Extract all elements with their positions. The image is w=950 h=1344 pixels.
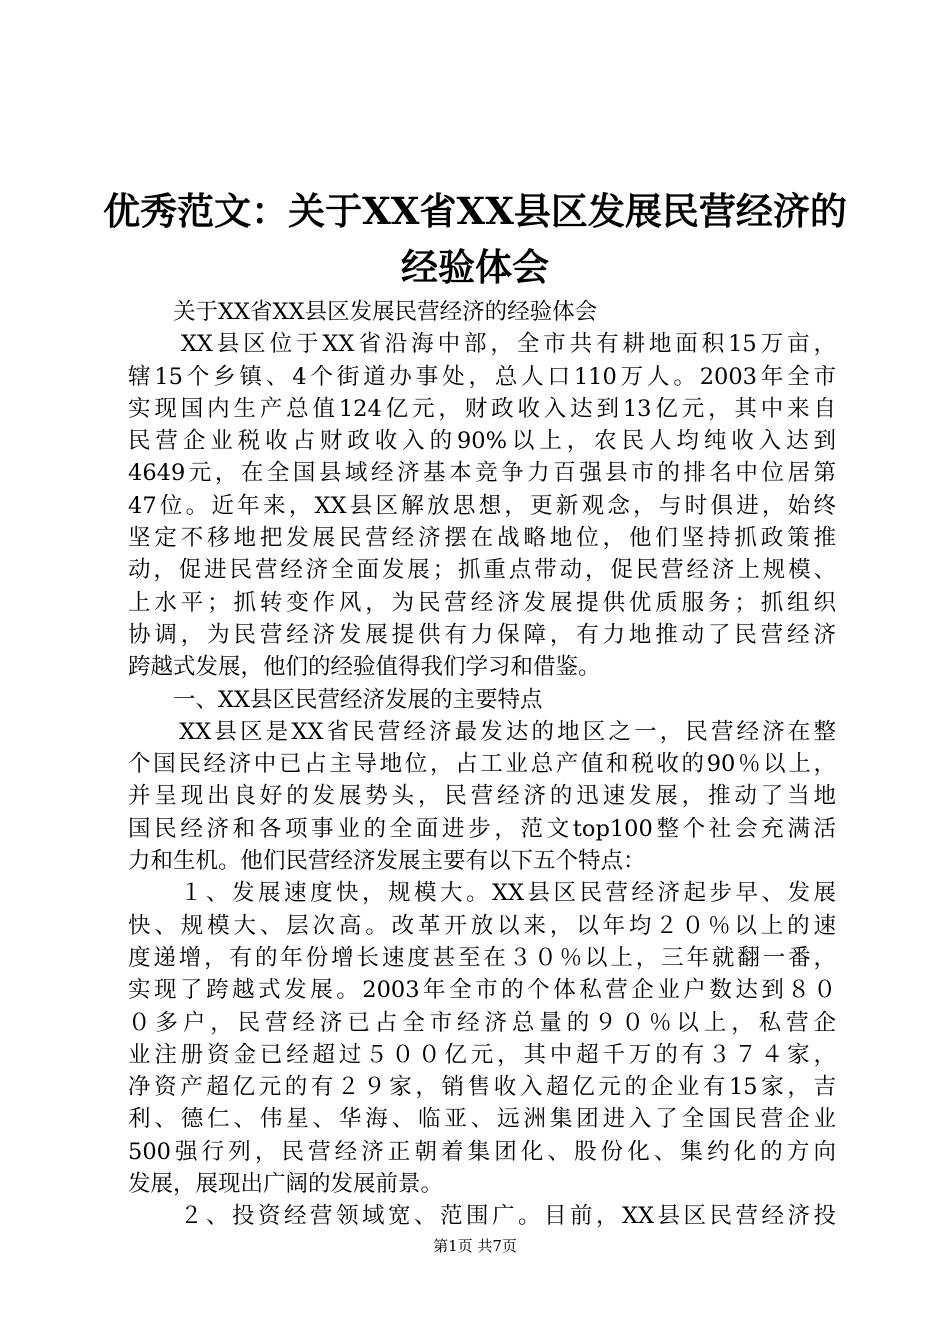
- body-line: 500强行列，民营经济正朝着集团化、股份化、集约化的方向: [128, 1138, 836, 1165]
- body-line: XX县区位于XX省沿海中部，全市共有耕地面积15万亩，: [128, 331, 836, 358]
- body-line: ０多户，民营经济已占全市经济总量的９０％以上，私营企: [128, 1009, 836, 1036]
- body-line: 个国民经济中已占主导地位，占工业总产值和税收的90％以上，: [128, 751, 836, 778]
- body-line: 快、规模大、层次高。改革开放以来，以年均２０％以上的速: [128, 912, 836, 939]
- document-title-line-1: 优秀范文：关于XX省XX县区发展民营经济的: [103, 189, 847, 233]
- body-line: XX县区是XX省民营经济最发达的地区之一，民营经济在整: [128, 718, 836, 745]
- body-line: 国民经济和各项事业的全面进步，范文top100整个社会充满活: [128, 815, 836, 842]
- body-line: 坚定不移地把发展民营经济摆在战略地位，他们坚持抓政策推: [128, 525, 836, 552]
- body-line: 协调，为民营经济发展提供有力保障，有力地推动了民营经济: [128, 621, 836, 648]
- body-line: 关于XX省XX县区发展民营经济的经验体会: [128, 299, 598, 325]
- body-line: 跨越式发展，他们的经验值得我们学习和借鉴。: [128, 654, 601, 681]
- body-line: 实现了跨越式发展。2003年全市的个体私营企业户数达到８０: [128, 977, 836, 1004]
- body-line: １、发展速度快，规模大。XX县区民营经济起步早、发展: [128, 880, 836, 907]
- body-line: 力和生机。他们民营经济发展主要有以下五个特点：: [128, 848, 646, 875]
- page-footer: 第1页 共7页: [433, 1237, 517, 1255]
- body-line: 净资产超亿元的有２９家，销售收入超亿元的企业有15家，吉: [128, 1074, 836, 1101]
- body-line: 辖15个乡镇、4个街道办事处，总人口110万人。2003年全市: [128, 363, 836, 390]
- body-line: 上水平；抓转变作风，为民营经济发展提供优质服务；抓组织: [128, 589, 836, 616]
- body-line: 并呈现出良好的发展势头，民营经济的迅速发展，推动了当地: [128, 783, 836, 810]
- body-line: 一、XX县区民营经济发展的主要特点: [128, 686, 543, 713]
- document-body: [128, 296, 836, 1233]
- body-line: 发展，展现出广阔的发展前景。: [128, 1171, 444, 1198]
- body-line: 实现国内生产总值124亿元，财政收入达到13亿元，其中来自: [128, 395, 836, 422]
- document-title-line-2: 经验体会: [401, 245, 549, 289]
- body-line: 动，促进民营经济全面发展；抓重点带动，促民营经济上规模、: [128, 557, 836, 584]
- body-line: 4649元，在全国县域经济基本竞争力百强县市的排名中位居第: [128, 460, 836, 487]
- body-line: 利、德仁、伟星、华海、临亚、远洲集团进入了全国民营企业: [128, 1106, 836, 1133]
- body-line: 47位。近年来，XX县区解放思想，更新观念，与时俱进，始终: [128, 492, 836, 519]
- body-line: 业注册资金已经超过５００亿元，其中超千万的有３７４家，: [128, 1041, 836, 1068]
- body-line: 度递增，有的年份增长速度甚至在３０％以上，三年就翻一番，: [128, 944, 836, 971]
- body-line: ２、投资经营领域宽、范围广。目前，XX县区民营经济投: [128, 1203, 836, 1230]
- body-line: 民营企业税收占财政收入的90%以上，农民人均纯收入达到: [128, 428, 836, 455]
